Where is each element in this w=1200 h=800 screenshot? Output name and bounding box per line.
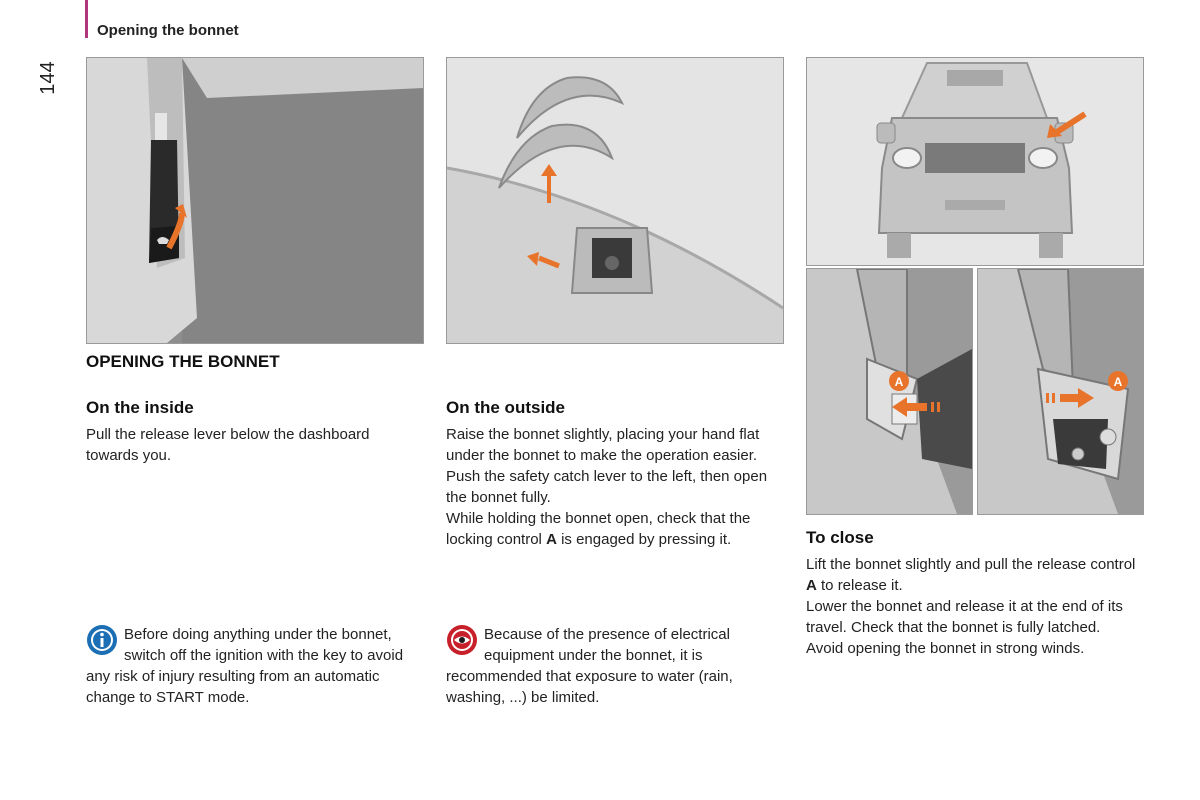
- inside-paragraph: Pull the release lever below the dashboard towards you.: [86, 426, 370, 464]
- locking-control-left-illustration: [807, 269, 972, 514]
- warning-note-text: Because of the presence of electrical equipment under the bonnet, it is recommended that exposure to water (rain, washing, ...) be limited.: [446, 626, 733, 706]
- locking-control-right-illustration: [978, 269, 1143, 514]
- outside-paragraph-locking: [446, 508, 786, 550]
- section-heading: OPENING THE BONNET: [86, 352, 280, 371]
- info-note-text: Before doing anything under the bonnet, switch off the ignition with the key to avoid any risk of injury resulting from an automatic change to START mode.: [86, 626, 404, 706]
- callout-a-left: A: [894, 375, 904, 389]
- vehicle-front-illustration: [807, 58, 1143, 265]
- outside-paragraph-catch: Push the safety catch lever to the left, then open the bonnet fully.: [446, 468, 768, 506]
- locking-control-label: A: [546, 531, 557, 548]
- close-paragraph-wind: Avoid opening the bonnet in strong winds.: [806, 640, 1085, 657]
- inside-heading: On the inside: [86, 398, 194, 417]
- figure-locking-control-right: [977, 268, 1144, 515]
- figure-safety-catch: [446, 57, 784, 344]
- outside-paragraph-raise: Raise the bonnet slightly, placing your hand flat under the bonnet to make the operation easier.: [446, 426, 760, 464]
- page-number: 144: [37, 61, 59, 95]
- release-text-after: to release it.: [816, 577, 903, 594]
- info-note: [86, 624, 422, 708]
- close-paragraph-lower: Lower the bonnet and release it at the end of its travel. Check that the bonnet is fully latched.: [806, 598, 1123, 636]
- outside-heading: On the outside: [446, 398, 565, 417]
- close-text: [806, 554, 1142, 659]
- inside-text: [86, 424, 422, 466]
- warning-note: [446, 624, 782, 708]
- release-control-label: A: [806, 577, 817, 594]
- locking-text-after: is engaged by pressing it.: [556, 531, 732, 548]
- figure-interior-lever: [86, 57, 424, 344]
- figure-locking-control-left: [806, 268, 973, 515]
- close-heading: To close: [806, 528, 874, 547]
- eye-warning-icon: [446, 624, 478, 656]
- figure-vehicle-front: [806, 57, 1144, 266]
- locking-text-before: While holding the bonnet open, check that the locking control: [446, 510, 751, 548]
- interior-lever-illustration: [87, 58, 423, 343]
- release-text-before: Lift the bonnet slightly and pull the release control: [806, 556, 1136, 573]
- info-icon: [86, 624, 118, 656]
- outside-text: [446, 424, 786, 550]
- safety-catch-illustration: [447, 58, 783, 343]
- header-accent-bar: [85, 0, 88, 38]
- callout-a-right: A: [1113, 375, 1123, 389]
- close-paragraph-release: [806, 554, 1142, 596]
- header-title: Opening the bonnet: [97, 22, 239, 39]
